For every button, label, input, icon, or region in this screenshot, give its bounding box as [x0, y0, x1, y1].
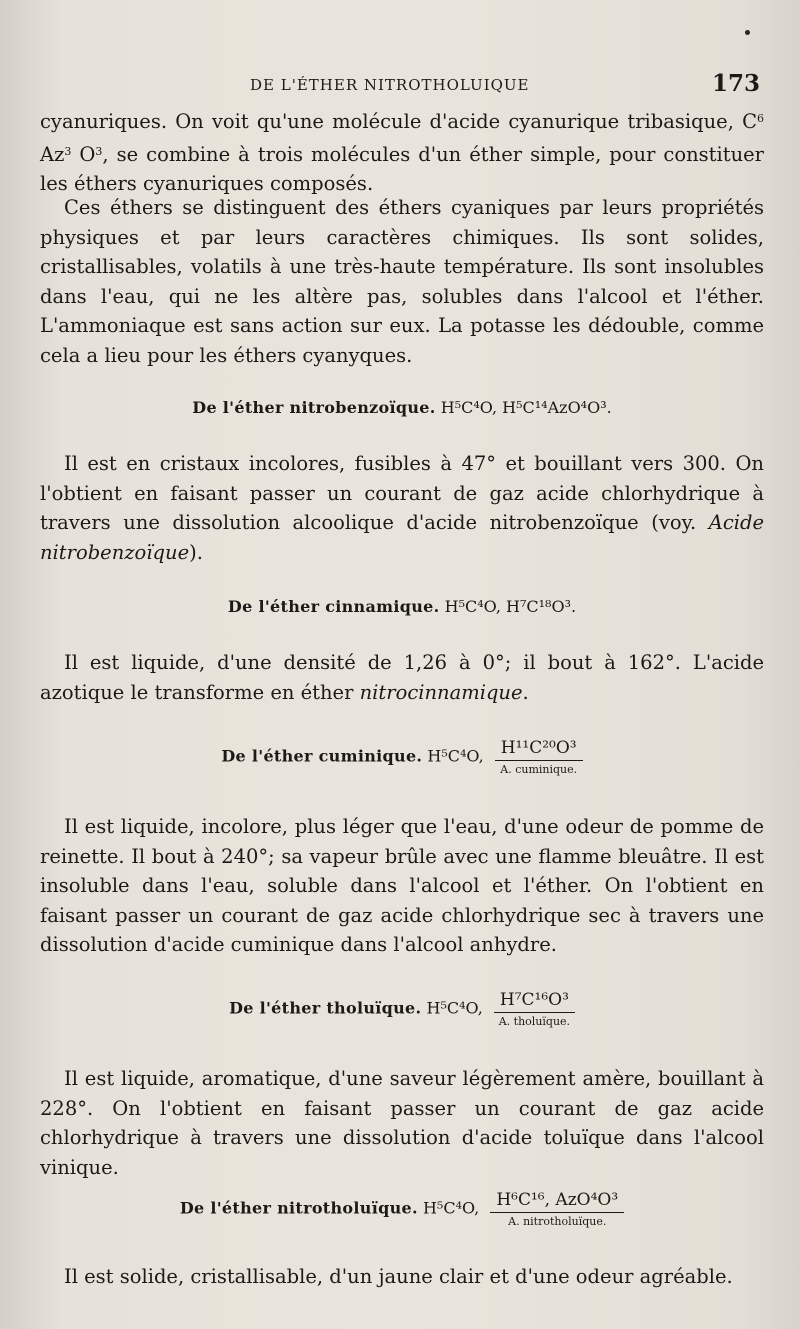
- running-title: DE L'ÉTHER NITROTHOLUIQUE: [250, 76, 530, 94]
- heading-title: De l'éther nitrobenzoïque.: [192, 398, 436, 417]
- p1-line1: cyanuriques. On voit qu'une molécule d'acide cyanurique tribasique,: [40, 110, 734, 133]
- paragraph-cuminic: Il est liquide, incolore, plus léger que l'eau, d'une odeur de pomme de reinette. Il bout à 240°; sa vapeur brûle avec une flamme bleuâtre. Il est insoluble dans l'eau, soluble dans l'alcool et l'éther. On l'obtient en faisant passer un courant de gaz acide chlorhydrique sec à travers une dissolution d'acide cuminique dans l'alcool anhydre.: [40, 815, 764, 956]
- paragraph-nitrotoluic: Il est solide, cristallisable, d'un jaune clair et d'une odeur agréable.: [64, 1265, 733, 1288]
- heading-title: De l'éther cuminique.: [221, 746, 423, 766]
- fraction-numerator: H⁶C¹⁶, AzO⁴O³: [490, 1190, 624, 1213]
- heading-toluic-ether: [40, 990, 764, 1028]
- ink-dot: [745, 30, 750, 35]
- fraction-denominator: A. tholuïque.: [498, 1015, 571, 1028]
- fraction-numerator: H¹¹C²⁰O³: [495, 738, 583, 761]
- heading-formula: H⁵C⁴O, H⁵C¹⁴AzO⁴O³.: [440, 398, 612, 417]
- heading-formula: H⁵C⁴O,: [426, 998, 483, 1018]
- heading-formula: H⁵C⁴O,: [422, 1198, 480, 1218]
- paragraph-cinnamic: Il est liquide, d'une densité de 1,26 à 0°; il bout à 162°. L'acide azotique le transforme en éther nitrocinnamique.: [40, 651, 764, 704]
- heading-title: De l'éther nitrotholuïque.: [179, 1198, 418, 1218]
- acid-fraction: [490, 1190, 624, 1228]
- fraction-numerator: H⁷C¹⁶O³: [494, 990, 575, 1013]
- fraction-denominator: A. nitrotholuïque.: [508, 1215, 607, 1228]
- heading-nitrotoluic-ether: [40, 1190, 764, 1228]
- page-header: [40, 70, 764, 100]
- paragraph-nitrobenzoic: Il est en cristaux incolores, fusibles à 47° et bouillant vers 300. On l'obtient en faisant passer un courant de gaz acide chlorhydrique à travers une dissolution alcoolique d'acide nitrobenzoïque (voy. Acide nitrobenzoïque).: [40, 452, 764, 564]
- p1-formula: $C^6$ Az$^3$ $O^3$: [40, 110, 764, 166]
- heading-formula: H⁵C⁴O, H⁷C¹⁸O³.: [444, 597, 577, 616]
- italic-term: nitrocinnamique: [359, 680, 523, 704]
- fraction-denominator: A. cuminique.: [500, 763, 578, 776]
- paragraph-cyanic-ethers: Ces éthers se distinguent des éthers cyaniques par leurs propriétés physiques et par leurs caractères chimiques. Ils sont solides, cristallisables, volatils à une très-haute température. Ils sont insolubles dans l'eau, qui ne les altère pas, solubles dans l'alcool et l'éther. L'ammoniaque est sans action sur eux. La potasse les dédouble, comme cela a lieu pour les éthers cyanyques.: [40, 196, 764, 367]
- heading-formula: H⁵C⁴O,: [427, 746, 484, 766]
- heading-title: De l'éther tholuïque.: [229, 998, 422, 1018]
- heading-cinnamic-ether: [40, 597, 764, 616]
- p1-rest: , se combine à trois molécules d'un éther simple, pour constituer les éthers cyanuriques composés.: [40, 142, 764, 195]
- heading-title: De l'éther cinnamique.: [227, 597, 440, 616]
- page-number: 173: [711, 70, 760, 97]
- acid-fraction: [494, 990, 575, 1028]
- paragraph-cyanuric-continuation: [40, 104, 764, 199]
- heading-nitrobenzoic-ether: [40, 398, 764, 417]
- acid-fraction: [495, 738, 583, 776]
- paragraph-toluic: Il est liquide, aromatique, d'une saveur légèrement amère, bouillant à 228°. On l'obtient en faisant passer un courant de gaz acide chlorhydrique à travers une dissolution d'acide toluïque dans l'alcool vinique.: [40, 1067, 764, 1179]
- heading-cuminic-ether: [40, 738, 764, 776]
- italic-term: Acide nitrobenzoïque: [40, 511, 764, 564]
